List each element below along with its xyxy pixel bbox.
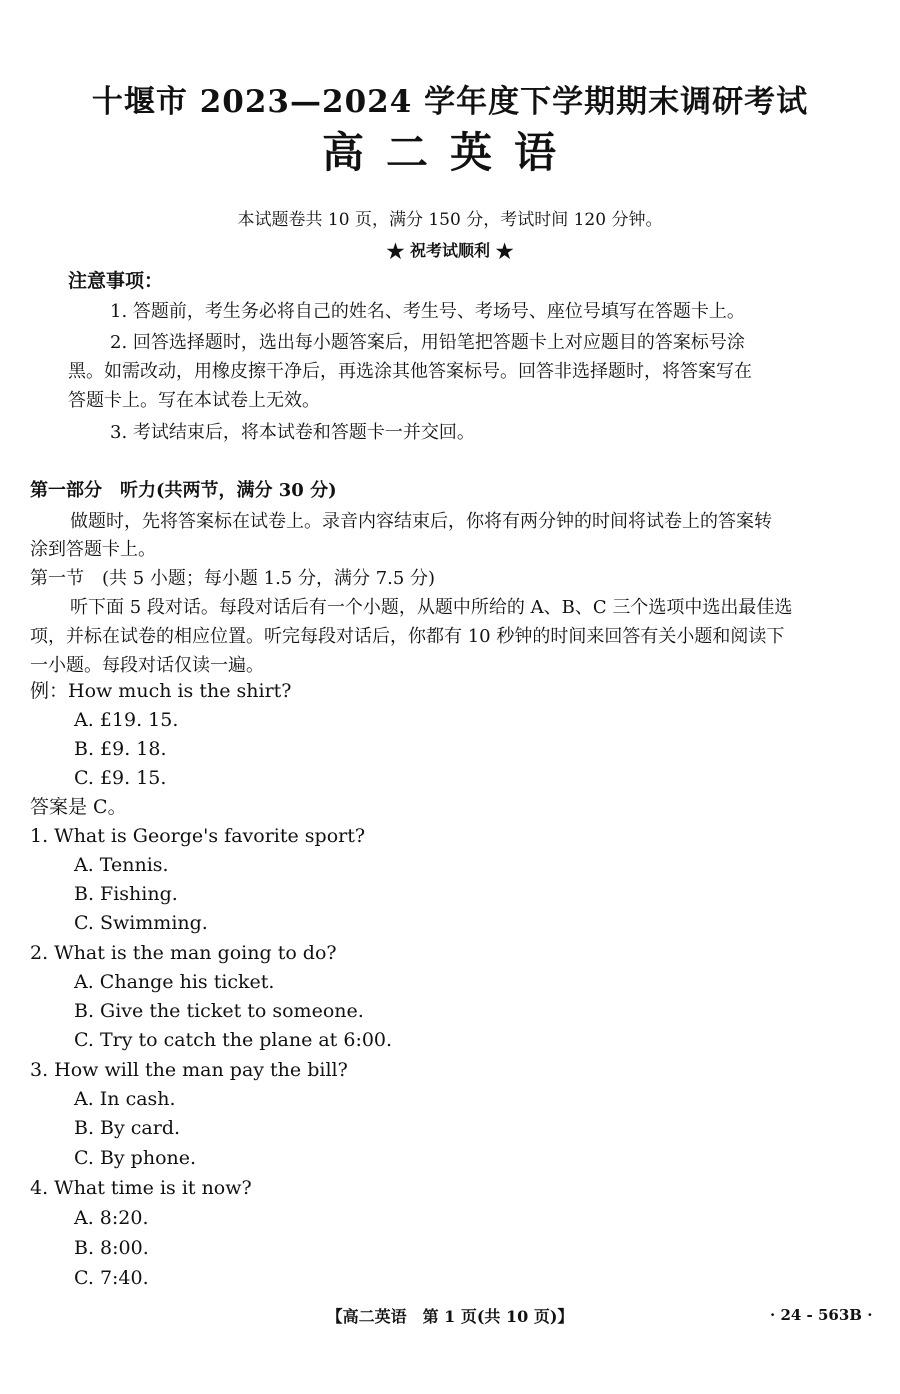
question-4-option-a: A. 8:20. — [74, 1207, 149, 1229]
notice-item-2-line-1: 2. 回答选择题时，选出每小题答案后，用铅笔把答题卡上对应题目的答案标号涂 — [110, 332, 745, 353]
exam-code: · 24 - 563B · — [770, 1306, 873, 1324]
notice-item-2-line-2: 黑。如需改动，用橡皮擦干净后，再选涂其他答案标号。回答非选择题时，将答案写在 — [68, 361, 752, 382]
question-2: 2. What is the man going to do? — [30, 942, 337, 964]
star-icon: ★ — [386, 239, 405, 263]
star-icon: ★ — [495, 239, 514, 263]
notice-item-2-line-3: 答题卡上。写在本试卷上无效。 — [68, 390, 320, 411]
question-4: 4. What time is it now? — [30, 1177, 252, 1199]
section1-intro-line-3: 一小题。每段对话仅读一遍。 — [30, 655, 264, 676]
page-footer: 【高二英语 第 1 页(共 10 页)】 — [326, 1307, 574, 1326]
subject-title: 高二英语 — [321, 128, 578, 177]
notice-item-3: 3. 考试结束后，将本试卷和答题卡一并交回。 — [110, 422, 475, 443]
good-luck-text: 祝考试顺利 — [409, 241, 490, 260]
part1-intro-line-1: 做题时，先将答案标在试卷上。录音内容结束后，你将有两分钟的时间将试卷上的答案转 — [70, 511, 772, 532]
example-answer: 答案是 C。 — [30, 796, 127, 818]
section1-heading: 第一节 (共 5 小题；每小题 1.5 分，满分 7.5 分) — [30, 568, 436, 589]
question-2-option-b: B. Give the ticket to someone. — [74, 1000, 364, 1022]
part1-heading: 第一部分 听力(共两节，满分 30 分) — [30, 480, 337, 501]
question-4-option-c: C. 7:40. — [74, 1267, 149, 1289]
example-question: 例：How much is the shirt? — [30, 680, 292, 702]
exam-info: 本试题卷共 10 页，满分 150 分，考试时间 120 分钟。 — [237, 210, 663, 230]
notice-heading: 注意事项： — [68, 270, 164, 292]
question-2-option-a: A. Change his ticket. — [74, 971, 275, 993]
exam-title: 十堰市 2023—2024 学年度下学期期末调研考试 — [91, 84, 809, 120]
section1-intro-line-1: 听下面 5 段对话。每段对话后有一个小题，从题中所给的 A、B、C 三个选项中选出最佳选 — [70, 597, 793, 618]
question-4-option-b: B. 8:00. — [74, 1237, 149, 1259]
question-3: 3. How will the man pay the bill? — [30, 1059, 348, 1081]
example-option-a: A. £19. 15. — [74, 709, 179, 731]
question-3-option-b: B. By card. — [74, 1117, 181, 1139]
question-3-option-a: A. In cash. — [74, 1088, 176, 1110]
example-option-c: C. £9. 15. — [74, 767, 167, 789]
question-2-option-c: C. Try to catch the plane at 6:00. — [74, 1029, 393, 1051]
example-option-b: B. £9. 18. — [74, 738, 167, 760]
question-1: 1. What is George's favorite sport? — [30, 825, 366, 847]
part1-intro-line-2: 涂到答题卡上。 — [30, 539, 156, 560]
question-1-option-a: A. Tennis. — [74, 854, 169, 876]
section1-intro-line-2: 项，并标在试卷的相应位置。听完每段对话后，你都有 10 秒钟的时间来回答有关小题和阅读下 — [30, 626, 785, 647]
notice-item-1: 1. 答题前，考生务必将自己的姓名、考生号、考场号、座位号填写在答题卡上。 — [110, 301, 745, 322]
question-3-option-c: C. By phone. — [74, 1147, 197, 1169]
good-luck-line — [0, 238, 900, 263]
question-1-option-b: B. Fishing. — [74, 883, 178, 905]
question-1-option-c: C. Swimming. — [74, 912, 208, 934]
